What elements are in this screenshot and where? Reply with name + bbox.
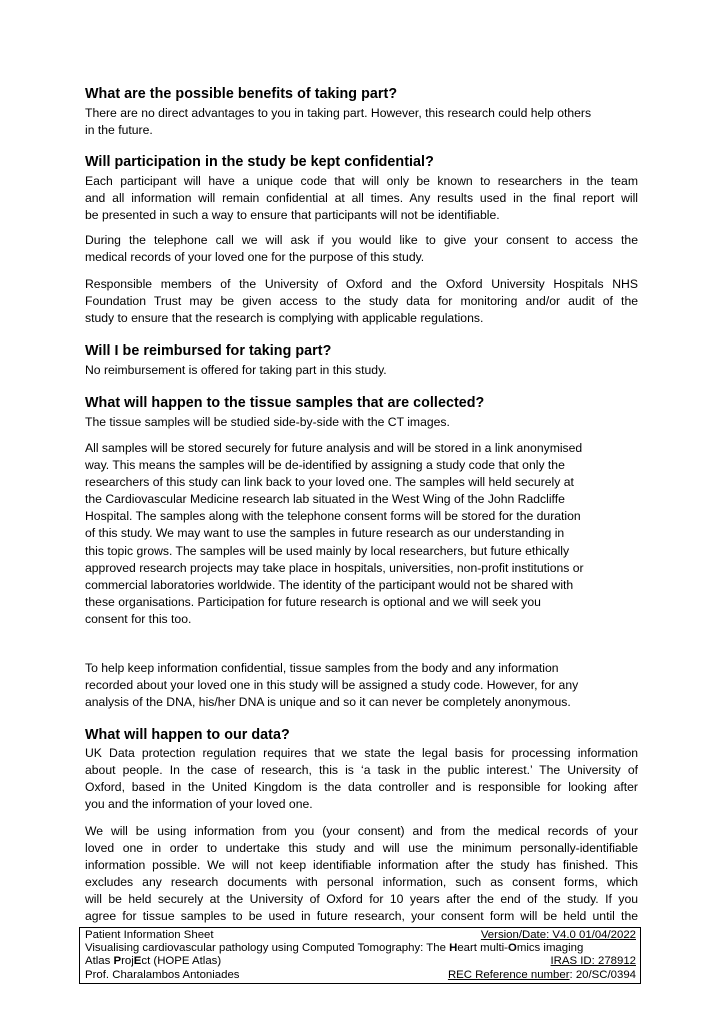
text-line: No reimbursement is offered for taking part in this study. <box>85 363 387 377</box>
footer-iras-id: IRAS ID: 278912 <box>550 955 636 968</box>
title-bold-letter: P <box>113 955 122 968</box>
text-line: During the telephone call we will ask if you would like to give your consent to access the <box>85 233 638 247</box>
footer-rec-label: REC Reference number <box>447 968 570 981</box>
footer-version <box>481 929 636 942</box>
title-text: mics imaging <box>516 942 584 955</box>
document-footer <box>79 927 641 984</box>
footer-version-value: : V4.0 01/04/2022 <box>546 929 636 941</box>
footer-rec-value: : 20/SC/0394 <box>569 968 636 981</box>
footer-row-2 <box>85 942 636 955</box>
section-heading-reimbursement: Will I be reimbursed for taking part? <box>85 343 332 359</box>
paragraph-benefits <box>85 105 638 139</box>
text-line: loved one in order to undertake this study and will use the minimum personally-identifiable <box>85 841 638 856</box>
title-bold-letter: E <box>133 955 142 968</box>
footer-study-title-line1 <box>85 942 583 955</box>
section-heading-benefits: What are the possible benefits of taking part? <box>85 86 398 102</box>
title-text: ct (HOPE Atlas) <box>141 955 222 968</box>
text-line: and all information will remain confidential at all times. Any results used in the final report will <box>85 191 638 206</box>
paragraph-sample-storage <box>85 440 638 628</box>
footer-doc-type: Patient Information Sheet <box>85 929 214 941</box>
title-text: Visualising cardiovascular pathology using Computed Tomography: The <box>85 942 450 955</box>
paragraph-reimbursement <box>85 362 638 379</box>
footer-rec-reference <box>448 969 636 982</box>
paragraph-data-protection <box>85 745 638 813</box>
paragraph-dna-anonymity <box>85 660 638 711</box>
text-line: be presented in such a way to ensure that participants will not be identifiable. <box>85 208 500 223</box>
text-line: of this study. We may want to use the samples in future research as our understanding in <box>85 526 565 541</box>
text-line: All samples will be stored securely for future analysis and will be stored in a link anonymised <box>85 441 583 455</box>
footer-row-4 <box>85 969 636 982</box>
text-line: The tissue samples will be studied side-by-side with the CT images. <box>85 415 450 429</box>
paragraph-unique-code <box>85 173 638 224</box>
text-line: about people. In the case of research, this is ‘a task in the public interest.’ The University of <box>85 763 638 778</box>
text-line: researchers of this study can link back to your loved one. The samples will held securely at <box>85 475 574 490</box>
text-line: There are no direct advantages to you in taking part. However, this research could help others <box>85 106 592 120</box>
text-line: in the future. <box>85 123 153 138</box>
text-line: approved research projects may take place in hospitals, universities, non-profit institutions or <box>85 560 584 575</box>
footer-row-1 <box>85 929 636 942</box>
text-line: Oxford, based in the United Kingdom is the data controller and is responsible for looking after <box>85 780 638 795</box>
text-line: way. This means the samples will be de-identified by assigning a study code that only the <box>85 458 565 473</box>
title-bold-letter: O <box>507 942 517 955</box>
text-line: analysis of the DNA, his/her DNA is unique and so it can never be completely anonymous. <box>85 695 571 710</box>
text-line: commercial laboratories worldwide. The identity of the participant would not be shared with <box>85 577 574 592</box>
title-text: Atlas <box>85 955 114 968</box>
paragraph-telephone-consent <box>85 232 638 266</box>
section-heading-tissue-samples: What will happen to the tissue samples that are collected? <box>85 395 485 411</box>
text-line: To help keep information confidential, tissue samples from the body and any information <box>85 661 559 675</box>
footer-row-3 <box>85 955 636 968</box>
text-line: Responsible members of the University of Oxford and the Oxford University Hospitals NHS <box>85 277 638 291</box>
text-line: excludes any research documents with personal information, such as consent forms, which <box>85 875 638 890</box>
text-line: will be held securely at the University of Oxford for 10 years after the end of the study. If you <box>85 892 638 907</box>
text-line: these organisations. Participation for future research is optional and we will seek you <box>85 594 541 609</box>
title-text: roj <box>121 955 134 968</box>
text-line: We will be using information from you (your consent) and from the medical records of your <box>85 824 638 838</box>
text-line: information possible. We will not keep identifiable information after the study has finished. This <box>85 858 638 873</box>
text-line: medical records of your loved one for the purpose of this study. <box>85 250 425 265</box>
section-heading-confidentiality: Will participation in the study be kept confidential? <box>85 154 434 170</box>
footer-version-label: Version/Date <box>480 929 547 941</box>
paragraph-tissue-ct <box>85 414 638 431</box>
text-line: UK Data protection regulation requires that we state the legal basis for processing information <box>85 746 638 760</box>
text-line: you and the information of your loved one. <box>85 797 313 812</box>
title-bold-letter: H <box>449 942 458 955</box>
text-line: the Cardiovascular Medicine research lab situated in the West Wing of the John Radcliffe <box>85 492 565 507</box>
footer-investigator: Prof. Charalambos Antoniades <box>85 968 240 981</box>
text-line: study to ensure that the research is complying with applicable regulations. <box>85 311 484 326</box>
text-line: agree for tissue samples to be used in future research, your consent form will be held until the <box>85 909 638 924</box>
paragraph-data-use <box>85 823 638 926</box>
text-line: Each participant will have a unique code that will only be known to researchers in the team <box>85 174 638 188</box>
title-text: eart multi- <box>457 942 508 955</box>
text-line: consent for this too. <box>85 611 192 626</box>
section-heading-data: What will happen to our data? <box>85 727 290 743</box>
text-line: Foundation Trust may be given access to the study data for monitoring and/or audit of the <box>85 294 638 309</box>
text-line: Hospital. The samples along with the telephone consent forms will be stored for the duration <box>85 509 581 524</box>
paragraph-monitoring-access <box>85 276 638 327</box>
footer-study-title-line2 <box>85 955 221 968</box>
text-line: recorded about your loved one in this study will be assigned a study code. However, for any <box>85 678 579 693</box>
text-line: this topic grows. The samples will be used mainly by local researchers, but future ethically <box>85 543 570 558</box>
